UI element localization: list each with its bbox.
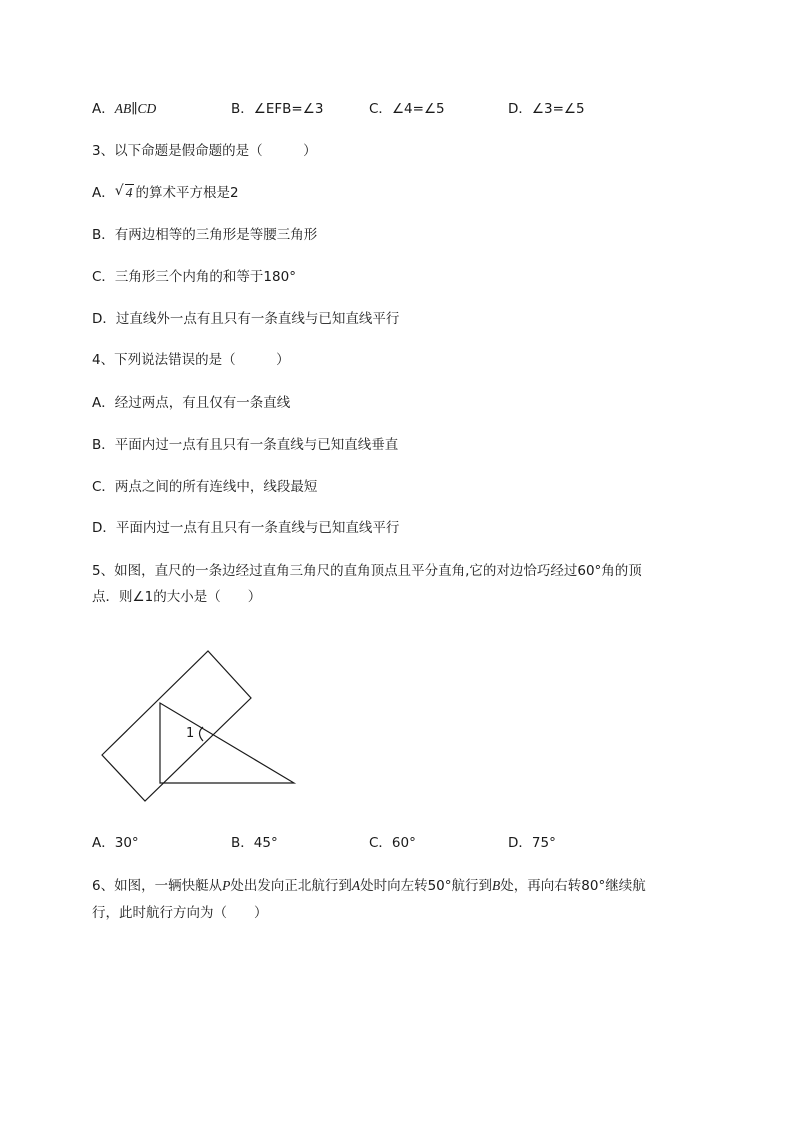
q6-stem-line2: 行，此时航行方向为（ ） <box>92 905 268 921</box>
q5-stem-line1: 5、如图，直尺的一条边经过直角三角尺的直角顶点且平分直角,它的对边恰巧经过60°角的顶 <box>92 563 642 579</box>
option-letter: B． <box>231 101 254 117</box>
angle-1-arc <box>200 727 204 741</box>
q5-option-c: C．60° <box>369 835 416 851</box>
q3-option-d: D．过直线外一点有且只有一条直线与已知直线平行 <box>92 311 400 327</box>
option-text: AB∥CD <box>114 101 157 116</box>
set-square-triangle <box>160 703 294 783</box>
option-letter: A． <box>92 185 115 201</box>
q4-stem: 4、下列说法错误的是（ ） <box>92 352 290 368</box>
q6-stem-line1 <box>92 876 646 896</box>
option-letter: D． <box>508 101 532 117</box>
q4-option-b: B．平面内过一点有且只有一条直线与已知直线垂直 <box>92 437 399 453</box>
option-text: ∠3=∠5 <box>531 101 585 117</box>
q3-option-c: C．三角形三个内角的和等于180° <box>92 269 296 285</box>
q4-option-d: D．平面内过一点有且只有一条直线与已知直线平行 <box>92 520 400 536</box>
q5-option-d: D．75° <box>508 835 556 851</box>
point-p: P <box>222 878 231 893</box>
ruler-shape <box>102 651 251 801</box>
q3-stem: 3、以下命题是假命题的是（ ） <box>92 143 317 159</box>
q5-stem-line2: 点．则∠1的大小是（ ） <box>92 589 262 605</box>
angle-1-label: 1 <box>186 726 195 741</box>
point-a: A <box>351 878 361 893</box>
q5-option-a: A．30° <box>92 835 139 851</box>
radicand: 4 <box>125 185 133 200</box>
option-letter: C． <box>369 101 392 117</box>
q6-text-1: 6、如图，一辆快艇从 <box>92 878 223 894</box>
option-text: 的算术平方根是2 <box>135 185 239 201</box>
q3-option-b: B．有两边相等的三角形是等腰三角形 <box>92 227 318 243</box>
square-root-symbol: √ 4 <box>114 183 133 200</box>
q4-option-a: A．经过两点，有且仅有一条直线 <box>92 395 291 411</box>
q4-option-c: C．两点之间的所有连线中，线段最短 <box>92 479 318 495</box>
option-letter: A． <box>92 101 115 117</box>
q5-option-b: B．45° <box>231 835 278 851</box>
q6-text-3: 处时向左转50°航行到 <box>360 878 493 894</box>
option-text: ∠4=∠5 <box>391 101 445 117</box>
q6-text-2: 处出发向正北航行到 <box>230 878 352 894</box>
point-b: B <box>492 878 501 893</box>
q6-text-4: 处，再向右转80°继续航 <box>500 878 646 894</box>
option-text: ∠EFB=∠3 <box>253 101 324 117</box>
